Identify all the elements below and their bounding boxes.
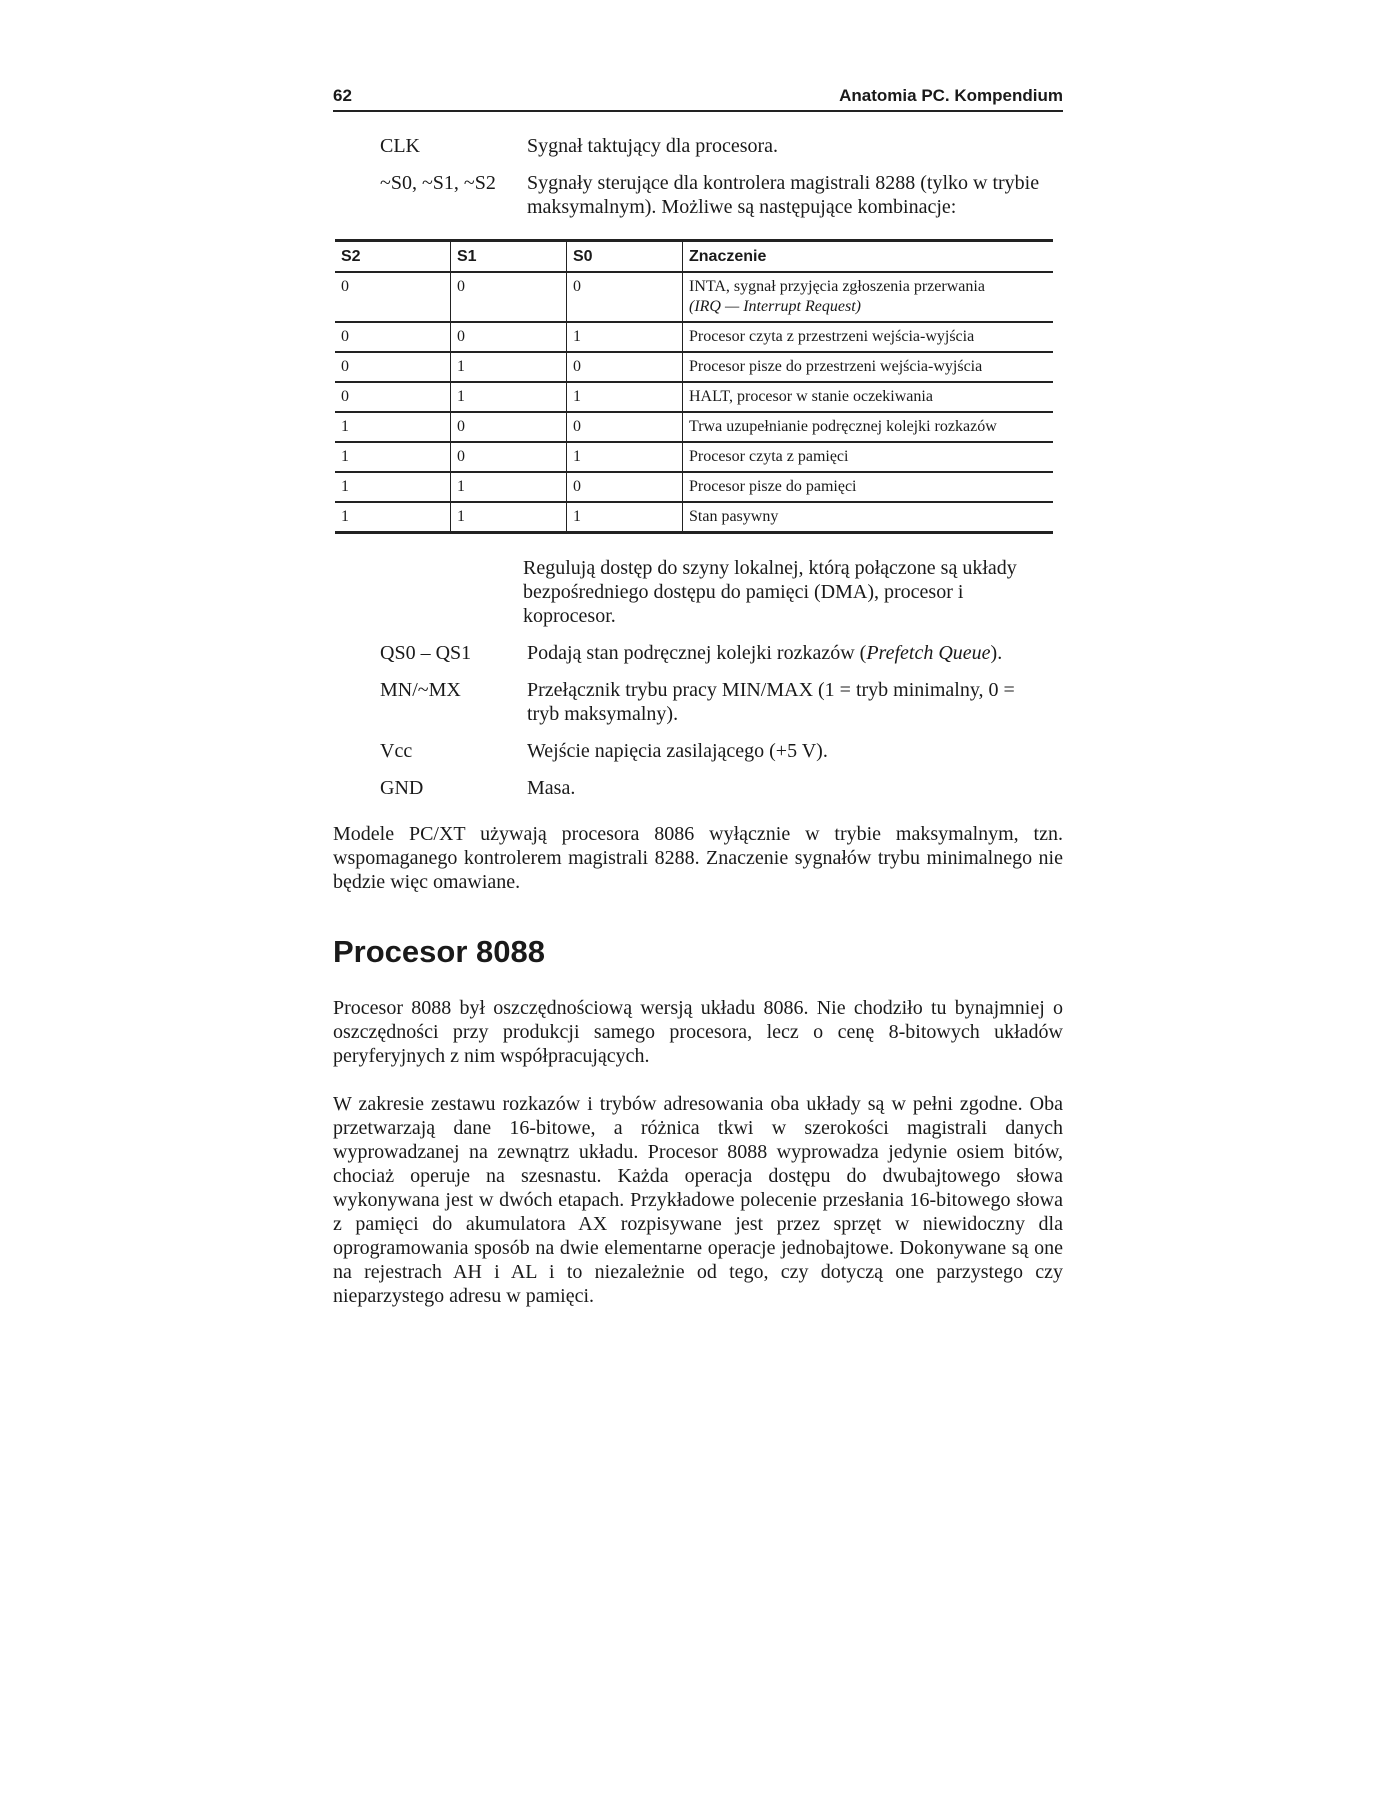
definition-term: GND (380, 777, 424, 799)
table-cell: 0 (335, 272, 451, 322)
table-cell: 1 (451, 472, 567, 502)
table-cell: HALT, procesor w stanie oczekiwania (683, 382, 1054, 412)
book-page (333, 86, 1063, 1308)
definition-term: Vcc (380, 740, 413, 762)
table-row (335, 442, 1053, 472)
table-cell: 0 (335, 352, 451, 382)
definition-gnd (333, 776, 1063, 800)
table-row (335, 472, 1053, 502)
table-cell: 0 (335, 382, 451, 412)
table-row (335, 322, 1053, 352)
table-cell: 1 (451, 382, 567, 412)
definition-desc: Sygnały sterujące dla kontrolera magistrali 8288 (tylko w trybie maksymalnym). Możliwe są następujące kombinacje: (527, 172, 1040, 218)
table-cell: 0 (451, 322, 567, 352)
table-header-row (335, 241, 1053, 273)
definition-term: MN/~MX (380, 679, 461, 701)
table-cell: 0 (567, 352, 683, 382)
table-cell: Trwa uzupełnianie podręcznej kolejki rozkazów (683, 412, 1054, 442)
table-cell: Procesor pisze do przestrzeni wejścia-wyjścia (683, 352, 1054, 382)
table-cell: 1 (567, 442, 683, 472)
table-row (335, 502, 1053, 533)
table-cell: 0 (451, 442, 567, 472)
table-cell: 1 (567, 382, 683, 412)
definition-term: ~S0, ~S1, ~S2 (380, 172, 496, 194)
table-cell: 1 (335, 442, 451, 472)
table-cell: 0 (567, 272, 683, 322)
status-signal-table (335, 239, 1053, 534)
definition-desc: Przełącznik trybu pracy MIN/MAX (1 = tryb minimalny, 0 = tryb maksymalny). (527, 679, 1015, 725)
definition-desc: Wejście napięcia zasilającego (+5 V). (527, 740, 828, 762)
table-cell: Stan pasywny (683, 502, 1054, 533)
table-cell: 1 (451, 502, 567, 533)
table-cell: Procesor czyta z przestrzeni wejścia-wyjścia (683, 322, 1054, 352)
table-cell: 1 (335, 412, 451, 442)
signal-definitions-bottom (333, 556, 1063, 800)
definition-status-signals (333, 171, 1063, 219)
table-cell: 0 (451, 272, 567, 322)
paragraph: W zakresie zestawu rozkazów i trybów adresowania oba układy są w pełni zgodne. Oba przetwarzają dane 16-bitowe, a różnica tkwi w szerokości magistrali danych wyprowadzanej na zewnątrz układu. Procesor 8088 wyprowadza jedynie osiem bitów, chociaż operuje na szesnastu. Każda operacja dostępu do dwubajtowego słowa wykonywana jest w dwóch etapach. Przykładowe polecenie przesłania 16-bitowego słowa z pamięci do akumulatora AX rozpisywane jest przez sprzęt w niewidoczny dla oprogramowania sposób na dwie elementarne operacje jednobajtowe. Dokonywane są one na rejestrach AH i AL i to niezależnie od tego, czy dotyczą one parzystego czy nieparzystego adresu w pamięci. (333, 1093, 1063, 1307)
definition-qs (333, 641, 1063, 665)
meaning-note: (IRQ — Interrupt Request) (689, 298, 861, 315)
definition-desc: Podają stan podręcznej kolejki rozkazów (Prefetch Queue). (527, 642, 1003, 664)
section-heading: Procesor 8088 (333, 934, 545, 969)
table-cell: 0 (335, 322, 451, 352)
table-row (335, 382, 1053, 412)
column-header: Znaczenie (683, 241, 1054, 273)
dma-description: Regulują dostęp do szyny lokalnej, którą połączone są układy bezpośredniego dostępu do pamięci (DMA), procesor i koprocesor. (523, 557, 1017, 627)
column-header: S2 (335, 241, 451, 273)
table-cell: 0 (451, 412, 567, 442)
table-cell: 1 (451, 352, 567, 382)
table-cell (683, 272, 1054, 322)
definition-term: CLK (380, 135, 420, 157)
definition-clk (333, 134, 1063, 158)
table-row (335, 412, 1053, 442)
book-title: Anatomia PC. Kompendium (839, 86, 1063, 105)
table-cell: 1 (335, 472, 451, 502)
table-cell: Procesor czyta z pamięci (683, 442, 1054, 472)
paragraph-pcxt: Modele PC/XT używają procesora 8086 wyłącznie w trybie maksymalnym, tzn. wspomaganego kontrolerem magistrali 8288. Znaczenie sygnałów trybu minimalnego nie będzie więc omawiane. (333, 823, 1063, 893)
definition-mnmx (333, 678, 1063, 726)
running-header (333, 86, 1063, 112)
definition-desc: Masa. (527, 777, 576, 799)
paragraph: Procesor 8088 był oszczędnościową wersją układu 8086. Nie chodziło tu bynajmniej o oszczędności przy produkcji samego procesora, lecz o cenę 8-bitowych układów peryferyjnych z nim współpracujących. (333, 997, 1063, 1067)
table-cell: 0 (567, 412, 683, 442)
table-cell: 1 (567, 502, 683, 533)
column-header: S1 (451, 241, 567, 273)
column-header: S0 (567, 241, 683, 273)
table-cell: 1 (567, 322, 683, 352)
table-row (335, 272, 1053, 322)
signal-definitions-top (333, 134, 1063, 219)
definition-term: QS0 – QS1 (380, 642, 472, 664)
meaning-text: INTA, sygnał przyjęcia zgłoszenia przerwania (689, 278, 985, 295)
definition-desc: Sygnał taktujący dla procesora. (527, 135, 779, 157)
definition-vcc (333, 739, 1063, 763)
table-cell: 1 (335, 502, 451, 533)
page-number: 62 (333, 86, 352, 105)
table-cell: Procesor pisze do pamięci (683, 472, 1054, 502)
table-row (335, 352, 1053, 382)
table-cell: 0 (567, 472, 683, 502)
